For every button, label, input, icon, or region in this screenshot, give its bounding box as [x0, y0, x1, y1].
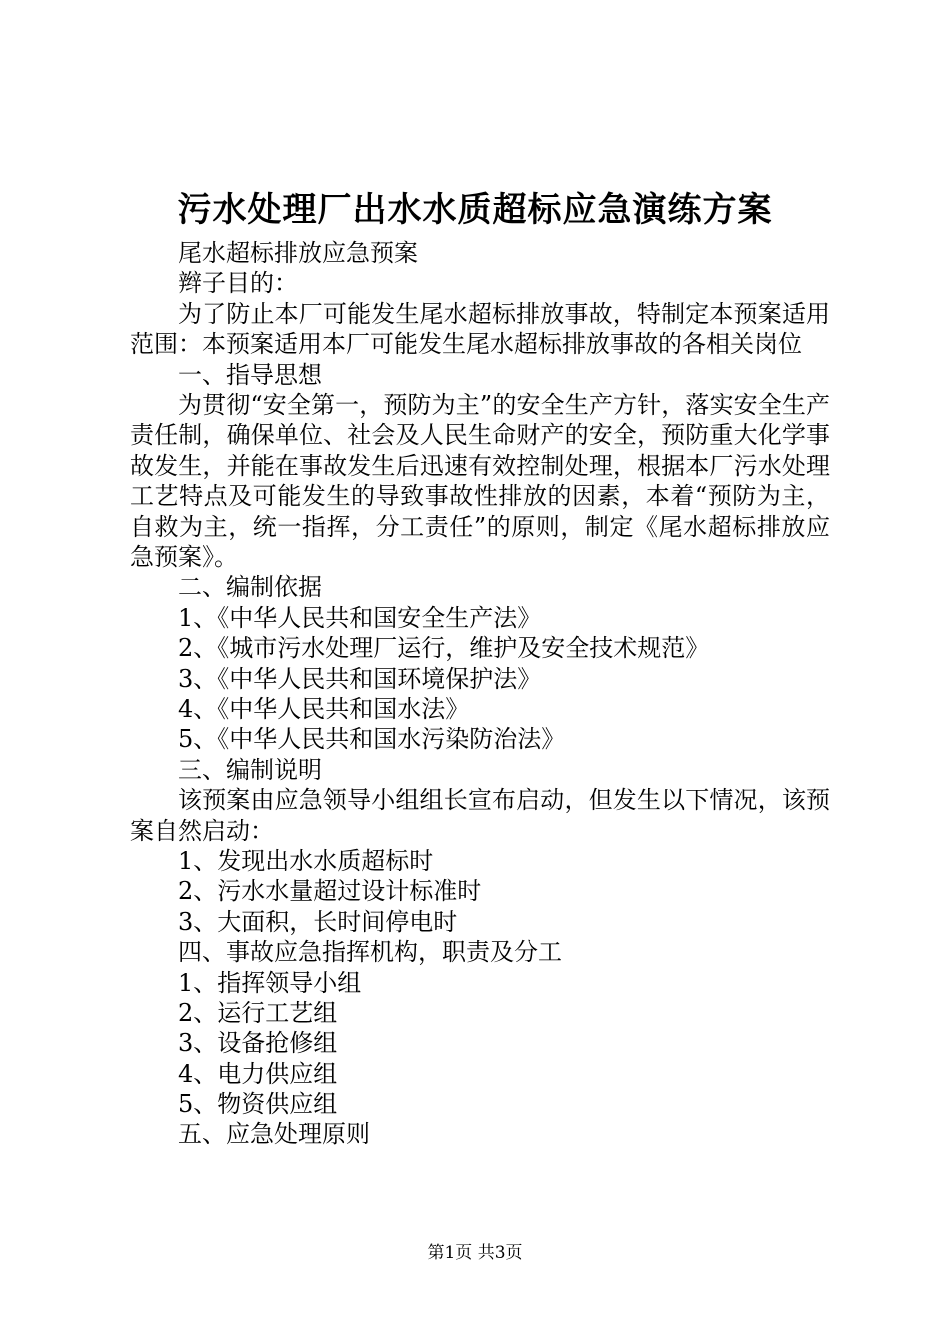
list-item: 4、《中华人民共和国水法》	[178, 694, 470, 723]
document-body	[130, 238, 830, 1150]
guiding-paragraph: 为贯彻“安全第一，预防为主”的安全生产方针，落实安全生产责任制，确保单位、社会及人民生命财产的安全，预防重大化学事故发生，并能在事故发生后迅速有效控制处理，根据本厂污水处理工艺特点及可能发生的导致事故性排放的因素，本着“预防为主，自救为主，统一指挥，分工责任”的原则，制定《尾水超标排放应急预案》。	[130, 390, 830, 572]
purpose-label: 辫子目的：	[178, 269, 298, 298]
purpose-paragraph: 为了防止本厂可能发生尾水超标排放事故，特制定本预案适用范围：本预案适用本厂可能发生尾水超标排放事故的各相关岗位	[130, 299, 830, 359]
section-heading-explanation: 三、编制说明	[178, 755, 322, 784]
list-item: 1、指挥领导小组	[178, 968, 362, 997]
subtitle: 尾水超标排放应急预案	[178, 239, 418, 267]
page-number-footer: 第1页 共3页	[427, 1243, 523, 1263]
list-item: 3、《中华人民共和国环境保护法》	[178, 664, 542, 693]
document-title: 污水处理厂出水水质超标应急演练方案	[177, 190, 773, 230]
section-heading-basis: 二、编制依据	[178, 573, 322, 602]
list-item: 2、《城市污水处理厂运行，维护及安全技术规范》	[178, 634, 710, 663]
list-item: 4、电力供应组	[178, 1059, 338, 1088]
section-heading-guiding: 一、指导思想	[178, 360, 322, 389]
list-item: 2、运行工艺组	[178, 998, 338, 1027]
list-item: 1、《中华人民共和国安全生产法》	[178, 603, 542, 632]
list-item: 5、《中华人民共和国水污染防治法》	[178, 725, 566, 754]
section-heading-organization: 四、事故应急指挥机构，职责及分工	[178, 938, 562, 967]
section-heading-principle: 五、应急处理原则	[178, 1120, 370, 1149]
explanation-paragraph: 该预案由应急领导小组组长宣布启动，但发生以下情况，该预案自然启动：	[130, 786, 830, 845]
list-item: 3、设备抢修组	[178, 1029, 338, 1058]
list-item: 3、大面积，长时间停电时	[178, 907, 458, 936]
list-item: 2、污水水量超过设计标准时	[178, 877, 482, 906]
list-item: 5、物资供应组	[178, 1090, 338, 1119]
list-item: 1、发现出水水质超标时	[178, 846, 434, 875]
